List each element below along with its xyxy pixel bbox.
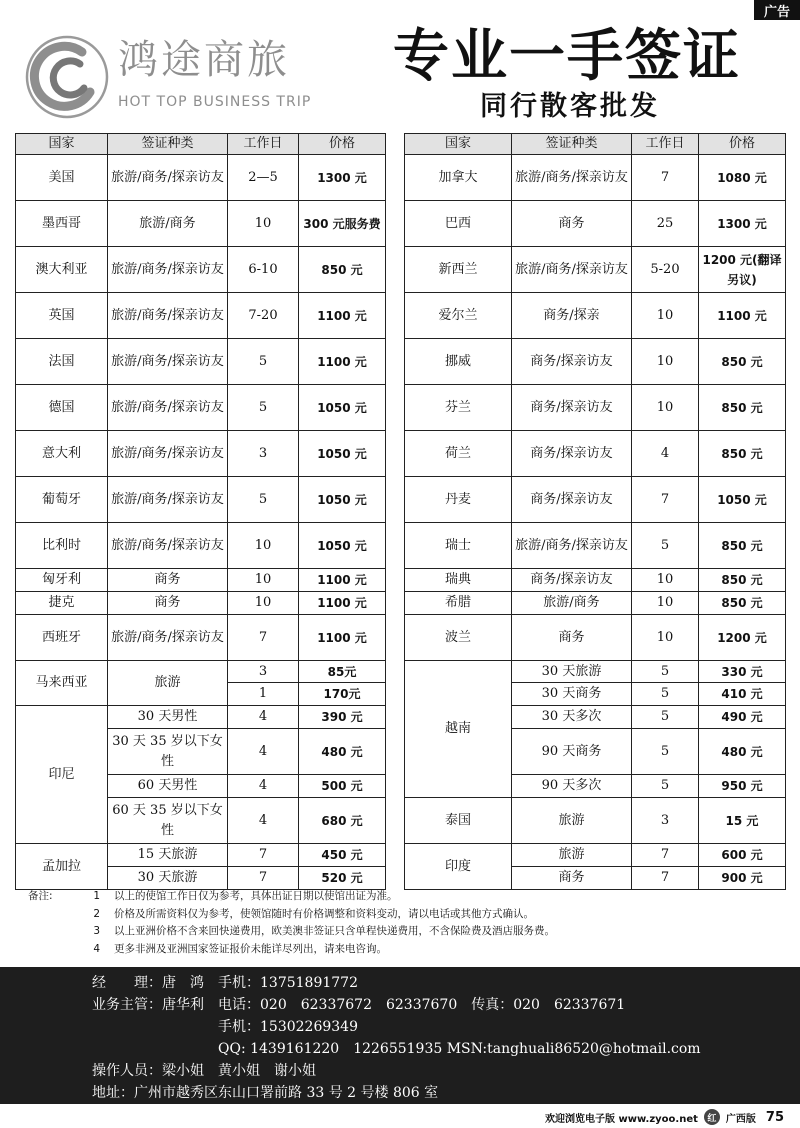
workdays-cell: 3 [632, 798, 699, 844]
visa-type-cell: 30 天多次 [512, 706, 632, 729]
visa-type-cell: 旅游/商务 [512, 592, 632, 615]
visa-type-cell: 旅游/商务/探亲访友 [512, 247, 632, 293]
table-row [16, 385, 386, 431]
col-visa-type-header: 签证种类 [512, 134, 632, 155]
table-row [405, 431, 786, 477]
visa-type-cell: 商务/探亲访友 [512, 477, 632, 523]
col-price-header: 价格 [299, 134, 386, 155]
table-row [16, 293, 386, 339]
price-cell: 480 元 [299, 729, 386, 775]
workdays-cell: 7 [228, 867, 299, 890]
workdays-cell: 7 [632, 844, 699, 867]
table-row [405, 247, 786, 293]
workdays-cell: 7 [632, 477, 699, 523]
price-cell: 1050 元 [699, 477, 786, 523]
workdays-cell: 5 [632, 729, 699, 775]
price-cell: 1200 元(翻译另议) [699, 247, 786, 293]
country-cell: 巴西 [405, 201, 512, 247]
note-text: 更多非洲及亚洲国家签证报价未能详尽列出，请来电咨询。 [114, 942, 387, 955]
footer-edition: 广西版 [725, 1113, 756, 1125]
price-cell: 1100 元 [699, 293, 786, 339]
price-cell: 85元 [299, 661, 386, 683]
workdays-cell: 4 [228, 729, 299, 775]
price-cell: 1050 元 [299, 385, 386, 431]
note-number: 2 [93, 907, 100, 920]
workdays-cell: 5 [632, 661, 699, 683]
table-row [16, 339, 386, 385]
table-row [405, 155, 786, 201]
table-row [405, 592, 786, 615]
table-row [405, 569, 786, 592]
price-cell: 1100 元 [299, 293, 386, 339]
visa-type-cell: 商务/探亲访友 [512, 339, 632, 385]
price-cell: 300 元服务费 [299, 201, 386, 247]
price-cell: 850 元 [299, 247, 386, 293]
country-cell: 希腊 [405, 592, 512, 615]
notes-section [28, 888, 788, 958]
price-cell: 850 元 [699, 523, 786, 569]
price-cell: 1080 元 [699, 155, 786, 201]
visa-type-cell: 旅游/商务/探亲访友 [108, 385, 228, 431]
price-cell: 490 元 [699, 706, 786, 729]
workdays-cell: 5 [228, 477, 299, 523]
workdays-cell: 5 [632, 775, 699, 798]
visa-type-cell: 60 天男性 [108, 775, 228, 798]
workdays-cell: 10 [632, 615, 699, 661]
visa-price-table-left [15, 133, 386, 890]
table-row [405, 134, 786, 155]
note-text: 以上亚洲价格不含来回快递费用，欧美澳非签证只含单程快递费用，不含保险费及酒店服务费。 [114, 925, 555, 937]
price-cell: 1100 元 [299, 615, 386, 661]
workdays-cell: 5 [632, 683, 699, 706]
price-cell: 410 元 [699, 683, 786, 706]
workdays-cell: 6-10 [228, 247, 299, 293]
visa-type-cell: 30 天旅游 [108, 867, 228, 890]
note-item [28, 888, 788, 906]
page-footer [545, 1106, 784, 1128]
note-number: 1 [93, 890, 100, 902]
col-country-header: 国家 [16, 134, 108, 155]
workdays-cell: 5 [632, 523, 699, 569]
country-cell: 美国 [16, 155, 108, 201]
country-cell: 加拿大 [405, 155, 512, 201]
country-cell: 匈牙利 [16, 569, 108, 592]
country-cell: 爱尔兰 [405, 293, 512, 339]
country-cell: 泰国 [405, 798, 512, 844]
visa-type-cell: 旅游/商务/探亲访友 [108, 615, 228, 661]
table-row [405, 844, 786, 867]
note-item [28, 923, 788, 941]
table-row [405, 661, 786, 683]
workdays-cell: 4 [228, 706, 299, 729]
country-cell: 瑞典 [405, 569, 512, 592]
price-cell: 15 元 [699, 798, 786, 844]
note-text: 以上的使馆工作日仅为参考，具体出证日期以使馆出证为准。 [114, 890, 398, 902]
ad-label: 广告 [754, 0, 800, 20]
visa-type-cell: 旅游/商务/探亲访友 [108, 293, 228, 339]
country-cell: 瑞士 [405, 523, 512, 569]
contact-line: 手机：15302269349 [92, 1019, 358, 1035]
price-cell: 850 元 [699, 385, 786, 431]
price-cell: 680 元 [299, 798, 386, 844]
table-row [16, 615, 386, 661]
contact-panel [0, 967, 800, 1104]
contact-line: 地址：广州市越秀区东山口署前路 33 号 2 号楼 806 室 [92, 1085, 439, 1101]
table-row [16, 592, 386, 615]
workdays-cell: 10 [228, 523, 299, 569]
col-workdays-header: 工作日 [228, 134, 299, 155]
visa-type-cell: 旅游/商务/探亲访友 [108, 431, 228, 477]
headline: 专业一手签证 [393, 24, 741, 89]
brand-name-en: HOT TOP BUSINESS TRIP [118, 94, 312, 110]
table-row [16, 569, 386, 592]
price-cell: 850 元 [699, 339, 786, 385]
price-cell: 1100 元 [299, 339, 386, 385]
price-cell: 450 元 [299, 844, 386, 867]
table-row [405, 385, 786, 431]
workdays-cell: 25 [632, 201, 699, 247]
workdays-cell: 5 [228, 339, 299, 385]
country-cell: 葡萄牙 [16, 477, 108, 523]
price-cell: 1050 元 [299, 477, 386, 523]
workdays-cell: 7-20 [228, 293, 299, 339]
contact-line: 操作人员：梁小姐 黄小姐 谢小姐 [92, 1063, 316, 1079]
visa-type-cell: 30 天旅游 [512, 661, 632, 683]
country-cell: 挪威 [405, 339, 512, 385]
country-cell: 德国 [16, 385, 108, 431]
visa-type-cell: 商务 [512, 615, 632, 661]
table-row [16, 247, 386, 293]
visa-type-cell: 30 天商务 [512, 683, 632, 706]
visa-type-cell: 商务/探亲访友 [512, 431, 632, 477]
visa-type-cell: 商务 [512, 867, 632, 890]
visa-type-cell: 15 天旅游 [108, 844, 228, 867]
workdays-cell: 4 [228, 775, 299, 798]
price-cell: 1300 元 [299, 155, 386, 201]
country-cell: 新西兰 [405, 247, 512, 293]
note-item [28, 941, 788, 959]
visa-type-cell: 旅游 [108, 661, 228, 706]
country-cell: 印度 [405, 844, 512, 890]
price-cell: 330 元 [699, 661, 786, 683]
table-row [16, 134, 386, 155]
visa-type-cell: 旅游/商务/探亲访友 [512, 523, 632, 569]
brand-name-cn: 鸿途商旅 [118, 37, 290, 83]
workdays-cell: 7 [632, 867, 699, 890]
table-row [16, 844, 386, 867]
visa-type-cell: 旅游/商务/探亲访友 [108, 155, 228, 201]
workdays-cell: 3 [228, 661, 299, 683]
workdays-cell: 10 [632, 339, 699, 385]
visa-type-cell: 商务 [108, 592, 228, 615]
price-cell: 480 元 [699, 729, 786, 775]
country-cell: 墨西哥 [16, 201, 108, 247]
visa-price-table-right [404, 133, 786, 890]
price-cell: 170元 [299, 683, 386, 706]
note-number: 3 [93, 925, 100, 937]
note-item [28, 906, 788, 924]
country-cell: 芬兰 [405, 385, 512, 431]
note-text: 价格及所需资料仅为参考，使领馆随时有价格调整和资料变动，请以电话或其他方式确认。 [114, 907, 534, 920]
table-row [405, 293, 786, 339]
visa-type-cell: 90 天多次 [512, 775, 632, 798]
workdays-cell: 4 [228, 798, 299, 844]
country-cell: 澳大利亚 [16, 247, 108, 293]
workdays-cell: 3 [228, 431, 299, 477]
workdays-cell: 10 [632, 569, 699, 592]
price-cell: 950 元 [699, 775, 786, 798]
table-row [405, 201, 786, 247]
price-cell: 1050 元 [299, 523, 386, 569]
price-cell: 500 元 [299, 775, 386, 798]
visa-type-cell: 旅游/商务/探亲访友 [108, 339, 228, 385]
table-row [16, 523, 386, 569]
workdays-cell: 2—5 [228, 155, 299, 201]
visa-type-cell: 30 天男性 [108, 706, 228, 729]
price-cell: 600 元 [699, 844, 786, 867]
visa-type-cell: 商务 [512, 201, 632, 247]
workdays-cell: 10 [228, 592, 299, 615]
table-row [405, 339, 786, 385]
table-row [405, 615, 786, 661]
visa-type-cell: 商务/探亲访友 [512, 569, 632, 592]
country-cell: 波兰 [405, 615, 512, 661]
country-cell: 捷克 [16, 592, 108, 615]
visa-type-cell: 旅游 [512, 844, 632, 867]
contact-line: 业务主管：唐华利 电话：020 62337672 62337670 传真：020 62337671 [92, 997, 626, 1013]
country-cell: 印尼 [16, 706, 108, 844]
visa-type-cell: 旅游 [512, 798, 632, 844]
badge-icon: 红 [704, 1109, 720, 1125]
visa-type-cell: 30 天 35 岁以下女性 [108, 729, 228, 775]
visa-type-cell: 60 天 35 岁以下女性 [108, 798, 228, 844]
country-cell: 意大利 [16, 431, 108, 477]
col-visa-type-header: 签证种类 [108, 134, 228, 155]
contact-line: QQ: 1439161220 1226551935 MSN:tanghuali86520@hotmail.com [92, 1041, 701, 1057]
col-price-header: 价格 [699, 134, 786, 155]
workdays-cell: 1 [228, 683, 299, 706]
table-row [16, 431, 386, 477]
contact-line: 经 理：唐 鸿 手机：13751891772 [92, 975, 358, 991]
visa-type-cell: 商务 [108, 569, 228, 592]
country-cell: 越南 [405, 661, 512, 798]
visa-type-cell: 旅游/商务/探亲访友 [512, 155, 632, 201]
price-cell: 1200 元 [699, 615, 786, 661]
visa-type-cell: 旅游/商务/探亲访友 [108, 523, 228, 569]
note-number: 4 [93, 942, 100, 955]
workdays-cell: 5 [632, 706, 699, 729]
country-cell: 比利时 [16, 523, 108, 569]
country-cell: 英国 [16, 293, 108, 339]
col-workdays-header: 工作日 [632, 134, 699, 155]
price-cell: 390 元 [299, 706, 386, 729]
swirl-logo-icon [24, 34, 110, 120]
visa-type-cell: 旅游/商务/探亲访友 [108, 477, 228, 523]
table-row [16, 661, 386, 683]
table-row [16, 201, 386, 247]
country-cell: 西班牙 [16, 615, 108, 661]
table-row [405, 798, 786, 844]
workdays-cell: 5 [228, 385, 299, 431]
table-row [16, 155, 386, 201]
workdays-cell: 10 [228, 201, 299, 247]
price-cell: 1050 元 [299, 431, 386, 477]
workdays-cell: 10 [632, 293, 699, 339]
visa-type-cell: 商务/探亲 [512, 293, 632, 339]
visa-type-cell: 商务/探亲访友 [512, 385, 632, 431]
price-cell: 850 元 [699, 592, 786, 615]
workdays-cell: 10 [632, 592, 699, 615]
table-row [16, 477, 386, 523]
workdays-cell: 5-20 [632, 247, 699, 293]
notes-label: 备注: [28, 890, 53, 902]
workdays-cell: 7 [632, 155, 699, 201]
price-cell: 1100 元 [299, 569, 386, 592]
price-cell: 520 元 [299, 867, 386, 890]
workdays-cell: 10 [632, 385, 699, 431]
table-row [405, 523, 786, 569]
country-cell: 丹麦 [405, 477, 512, 523]
price-cell: 900 元 [699, 867, 786, 890]
visa-type-cell: 旅游/商务/探亲访友 [108, 247, 228, 293]
price-cell: 850 元 [699, 431, 786, 477]
country-cell: 法国 [16, 339, 108, 385]
table-row [405, 477, 786, 523]
country-cell: 孟加拉 [16, 844, 108, 890]
visa-type-cell: 旅游/商务 [108, 201, 228, 247]
col-country-header: 国家 [405, 134, 512, 155]
price-cell: 850 元 [699, 569, 786, 592]
price-cell: 1300 元 [699, 201, 786, 247]
footer-site: 欢迎浏览电子版 www.zyoo.net [544, 1113, 698, 1125]
page-number: 75 [765, 1109, 784, 1125]
workdays-cell: 10 [228, 569, 299, 592]
workdays-cell: 4 [632, 431, 699, 477]
workdays-cell: 7 [228, 615, 299, 661]
table-row [16, 706, 386, 729]
workdays-cell: 7 [228, 844, 299, 867]
visa-type-cell: 90 天商务 [512, 729, 632, 775]
price-cell: 1100 元 [299, 592, 386, 615]
country-cell: 马来西亚 [16, 661, 108, 706]
subheadline: 同行散客批发 [480, 91, 660, 122]
country-cell: 荷兰 [405, 431, 512, 477]
